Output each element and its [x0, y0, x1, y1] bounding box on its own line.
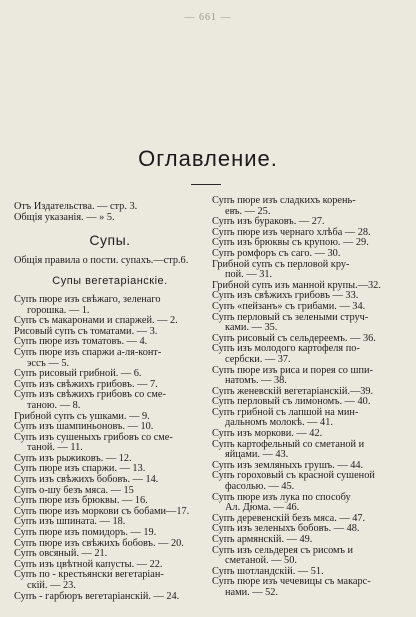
left-toc-list	[14, 295, 206, 602]
toc-entry-text: Грибной супъ съ перловой кру-	[212, 258, 350, 270]
toc-entry	[212, 440, 404, 461]
toc-entry-continuation: дальномъ молокѣ. — 41.	[225, 417, 333, 429]
toc-entry-text: Супъ изъ молодого картофеля по-	[212, 343, 360, 355]
toc-entry-text: Супъ изъ земляныхъ грушъ. — 44.	[212, 459, 364, 471]
section-heading: Супы.	[89, 232, 131, 249]
toc-entry	[212, 546, 404, 567]
toc-entry-continuation: яйцами. — 43.	[225, 449, 289, 461]
toc-entry-text: Супъ изъ свѣжихъ грибовъ. — 7.	[14, 378, 158, 390]
toc-entry-text: Супъ пюре изъ помидоръ. — 19.	[14, 527, 157, 539]
toc-entry-text: Супъ изъ сушеныхъ грибовъ со сме-	[14, 431, 173, 443]
right-toc-list	[212, 196, 404, 599]
page-title: Оглавление.	[138, 146, 278, 171]
toc-entry-text: Супъ изъ сельдерея съ рисомъ и	[212, 544, 353, 556]
toc-entry	[14, 295, 206, 316]
toc-entry	[212, 344, 404, 365]
toc-entry-text: Супъ пюре изъ брюквы. — 16.	[14, 495, 148, 507]
toc-entry-text: Супъ ромфоръ съ саго. — 30.	[212, 247, 341, 259]
toc-entry-text: Рисовый супъ съ томатами. — 3.	[14, 325, 158, 337]
toc-entry	[212, 535, 404, 546]
toc-entry-continuation: Ал. Дюма. — 46.	[225, 502, 300, 514]
toc-entry-text: Супъ пюре изъ моркови съ бобами—17.	[14, 505, 190, 517]
toc-entry-text: Грибной супъ съ ушками. — 9.	[14, 410, 150, 422]
toc-entry-continuation: эссъ — 5.	[27, 357, 70, 369]
toc-entry-text: Супъ пюре изъ риса и порея со шпи-	[212, 364, 373, 376]
toc-entry-continuation: таною. — 8.	[27, 399, 81, 411]
toc-entry-text: Супъ изъ шпината. — 18.	[14, 516, 126, 528]
toc-entry-text: Супъ пюре изъ свѣжихъ бобовъ. — 20.	[14, 537, 184, 549]
toc-entry	[212, 577, 404, 598]
toc-entry	[14, 433, 206, 454]
toc-entry-text: Супъ изъ свѣжихъ грибовъ — 33.	[212, 290, 359, 302]
toc-entry-text: Супъ изъ шампиньоновъ. — 10.	[14, 421, 154, 433]
toc-entry-text: Супъ изъ цвѣтной капусты. — 22.	[14, 558, 163, 570]
toc-entry-text: Супъ - гарбюръ вегетаріанскій. — 24.	[14, 590, 180, 602]
general-rules-entry: Общія правила о пости. супахъ.—стр.6.	[14, 254, 189, 266]
toc-entry-text: Супъ женевскій вегетаріанскій.—39.	[212, 385, 374, 397]
toc-entry-text: Супъ изъ брюквы съ крупою. — 29.	[212, 237, 369, 249]
toc-entry-text: Супъ гороховый съ красной сушеной	[212, 470, 375, 482]
toc-entry-text: Супъ армянскій. — 49.	[212, 534, 313, 545]
toc-entry	[212, 408, 404, 429]
toc-entry	[212, 249, 404, 260]
toc-entry-text: Супъ изъ свѣжихъ бобовъ. — 14.	[14, 474, 159, 486]
toc-entry	[212, 471, 404, 492]
toc-entry-text: Супъ шотландскій. — 51.	[212, 565, 324, 577]
toc-entry	[212, 196, 404, 217]
toc-entry-text: Супъ пюре изъ спаржи. — 13.	[14, 463, 146, 475]
toc-entry-text: Супъ «пейзанъ» съ грибами. — 34.	[212, 300, 366, 312]
toc-entry-continuation: скій. — 23.	[27, 580, 76, 591]
toc-entry	[212, 493, 404, 514]
toc-entry-continuation: сербски. — 37.	[225, 353, 291, 365]
toc-entry-text: Супъ о-шу безъ мяса. — 15	[14, 484, 134, 496]
toc-entry-text: Супъ пюре изъ чернаго хлѣба — 28.	[212, 226, 371, 238]
toc-entry-text: Супъ по - крестьянски вегетаріан-	[14, 569, 164, 581]
toc-entry-text: Супъ изъ бураковъ. — 27.	[212, 216, 325, 228]
left-column	[14, 202, 206, 602]
toc-entry-text: Супъ пюре изъ свѣжаго, зеленаго	[14, 293, 161, 305]
toc-entry-text: Супъ перловый съ лимономъ. — 40.	[212, 396, 371, 408]
toc-entry	[14, 348, 206, 369]
right-column	[212, 196, 404, 599]
toc-entry-text: Супъ рисовый съ сельдереемъ. — 36.	[212, 332, 376, 344]
toc-entry	[212, 313, 404, 334]
toc-entry-text: Супъ пюре изъ лука по способу	[212, 491, 351, 503]
front-entry: Общія указанія. — » 5.	[14, 211, 115, 223]
toc-entry-text: Супъ съ макаронами и спаржей. — 2.	[14, 315, 178, 327]
toc-entry-continuation: натомъ. — 38.	[225, 375, 287, 387]
toc-entry	[14, 592, 206, 603]
toc-entry-text: Супъ изъ зеленыхъ бобовъ. — 48.	[212, 523, 360, 535]
toc-entry	[212, 366, 404, 387]
toc-entry-text: Супъ изъ моркови. — 42.	[212, 428, 323, 440]
toc-entry-text: Супъ пюре изъ чечевицы съ макарс-	[212, 576, 371, 588]
toc-entry-text: Супъ изъ свѣжихъ грибовъ со сме-	[14, 389, 166, 401]
toc-entry-text: Супъ рисовый грибной. — 6.	[14, 368, 142, 380]
toc-entry-continuation: евъ. — 25.	[225, 205, 271, 217]
toc-entry-continuation: сметаной. — 50.	[225, 555, 297, 567]
toc-entry	[14, 570, 206, 591]
front-entry: Отъ Издательства. — стр. 3.	[14, 201, 138, 212]
toc-entry-text: Супъ перловый съ зелеными струч-	[212, 311, 369, 323]
toc-entry-continuation: горошка. — 1.	[27, 304, 90, 316]
toc-entry-text: Супъ изъ рыжиковъ. — 12.	[14, 452, 132, 464]
toc-entry-text: Супъ деревенскій безъ мяса. — 47.	[212, 512, 366, 524]
toc-entry-continuation: таной. — 11.	[27, 442, 83, 454]
toc-entry-text: Супъ овсяный. — 21.	[14, 548, 108, 560]
title-divider	[191, 184, 221, 185]
toc-entry-continuation: нами. — 52.	[225, 586, 278, 598]
toc-entry-text: Грибной супъ изъ манной крупы.—32.	[212, 279, 381, 291]
toc-entry	[212, 302, 404, 313]
toc-entry-text: Супъ картофельный со сметаной и	[212, 438, 365, 450]
toc-entry	[14, 390, 206, 411]
toc-entry	[212, 260, 404, 281]
toc-entry-text: Супъ пюре изъ сладкихъ корень-	[212, 195, 356, 206]
subsection-heading: Супы вегетаріанскіе.	[52, 275, 168, 288]
toc-entry-text: Супъ пюре изъ томатовъ. — 4.	[14, 336, 148, 348]
toc-entry-continuation: фасолью. — 45.	[225, 481, 295, 493]
toc-entry-text: Супъ пюре изъ спаржи а-ля-конт-	[14, 346, 162, 358]
toc-entry-continuation: ками. — 35.	[225, 322, 278, 334]
toc-entry-continuation: пой. — 31.	[225, 269, 273, 281]
toc-entry-text: Супъ грибной съ лапшой на мин-	[212, 406, 359, 418]
page-number: — 661 —	[184, 12, 232, 23]
